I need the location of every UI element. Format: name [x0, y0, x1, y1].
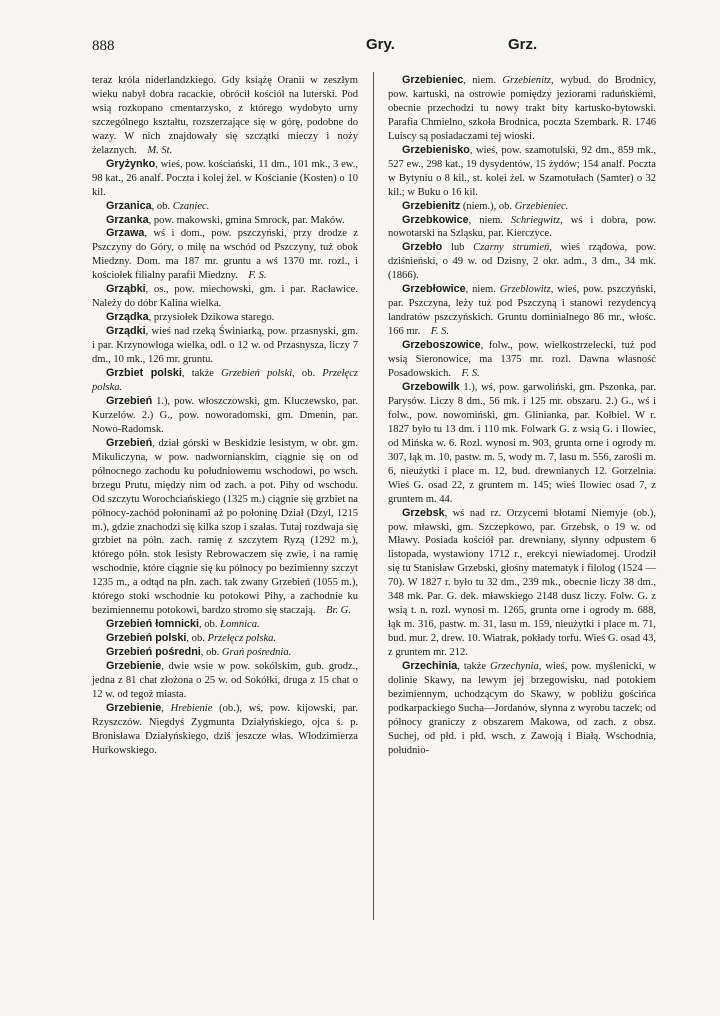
entry-text: , wieś nad rzeką Świniarką, pow. przasnyski, gm. i par. Krzynowłoga wielka, odl. o 12 w. od Przasnysza, liczy 7 dm., 10 mk., 126 mr. gruntu. [92, 326, 358, 366]
entry-author: F. S. [248, 270, 267, 282]
entry-text: , przysiołek Dzikowa starego. [148, 312, 275, 324]
dictionary-entry [388, 214, 656, 242]
entry-headword: Grzebkowice [402, 213, 469, 226]
entry-headword: Grzebienie [106, 660, 162, 673]
entry-text: 1.), wś, pow. garwoliński, gm. Pszonka, par. Parysów. Liczy 8 dm., 56 mk. i 125 mr. obszaru. 2.) G., wś i folw., pow. nowomiński, gm. Glinianka, par. Kołbiel. W r. 1827 było tu 13 dm. i 110 mk. Folwark G. z wsią G. i Ilowiec, od Mińska w. 6. Rozl. wynosi m. 903, grunta orne i ogrody m. 307, łąk m. 10, pastw. m. 5, wody m. 7, lasu m. 556, zarośli m. 6, nieużytki i place m. 12, bud. drewnianych 12. Gorzelnia. Wieś G. osad 22, z gruntem m. 145; wieś Ilowiec osad 7, z gruntem m. 44. [388, 381, 656, 505]
dictionary-entry [92, 200, 358, 214]
entry-headword: Grzebień łomnicki [106, 618, 199, 631]
entry-italic-ref: Grań pośrednia. [221, 647, 292, 659]
entry-text: , dział górski w Beskidzie lesistym, w obr. gm. Mikuliczyna, w pow. nadwornianskim, ciągnie się on od północnego zachodu ku południowemu wschodowi, po wsch. brzegu Prutu, między nim od zach. a pot. Pihy od wschodu. Od szczytu Worochciańskiego (1325 m.) ciągnie się grzbiet na północy-zachód połoninami aż po połoninę Dział (Dzyl, 1215 m.), gdzie znachodzi się kilka szop i szałas. Tutaj rozdwaja się grzbiet na półn. zach. ramię z szczytem Ryzą (1292 m.), którego półn. stok lesisty Rebrowaczem się zwie, i na ramię wschodnie, które ciągnie się ku północy po bezimienny szczyt 1235 m., a odtąd na płn. zach. tak zwany Grzebień (1055 m.), którego stoki wschodnie ku potokowi Pihy, a zachodnie ku bezimiennemu potokowi, bardzo stromo się staczają. [92, 437, 358, 617]
entry-headword: Grzebienisko [402, 143, 470, 156]
left-running-head: Gry. [366, 36, 395, 53]
dictionary-entry [92, 702, 358, 758]
dictionary-entry [92, 618, 358, 632]
dictionary-entry [388, 381, 656, 507]
entry-headword: Grzebowilk [402, 380, 460, 393]
entry-text: , os., pow. miechowski, gm. i par. Racławice. Należy do dóbr Kalina wielka. [92, 284, 358, 310]
entry-text: teraz króla niderlandzkiego. Gdy książę Oranii w zeszłym wieku nabył dobra racackie, obrócił kościół na luterski. Pod wsią rozkopano cmentarzysko, z którego wydobyto urny szczególnego kształtu, rozszerzające się w górę, podobne do wazy. W nich znajdowały się szczątki mieczy i noży żelaznych. [92, 75, 358, 156]
right-column [388, 74, 656, 758]
entry-headword: Grzebienie [106, 701, 162, 714]
entry-text: , wś i dom., pow. pszczyński, przy drodze z Pszczyny do Góry, o milę na wschód od Pszczyny, tuż obok Miedzny. Dom. ma 187 mr. gruntu a wś 1370 mr. rozl., i kościołek filialny parafii Miedzny. [92, 228, 358, 282]
entry-text: , ob. [199, 619, 221, 631]
entry-text: , ob. [292, 368, 323, 380]
entry-text: , pow. makowski, gmina Smrock, par. Maków. [148, 214, 345, 226]
entry-headword: Grząbki [106, 283, 146, 296]
dictionary-entry [92, 660, 358, 702]
entry-text: , [161, 702, 171, 714]
entry-italic-ref: Czaniec. [172, 200, 210, 212]
dictionary-entry [388, 200, 656, 214]
entry-text: lub [442, 242, 474, 254]
entry-text: 1.), pow. włoszczowski, gm. Kluczewsko, par. Kurzelów. 2.) G., pow. noworadomski, gm. Dmenin, par. Nowo-Radomsk. [92, 395, 358, 435]
entry-headword: Grzbiet polski [106, 367, 182, 380]
entry-italic-ref: Czarny strumień [473, 242, 550, 254]
entry-text: (niem.), ob. [460, 200, 515, 212]
running-header [92, 36, 662, 58]
entry-text: , także [181, 368, 222, 380]
dictionary-entry [92, 158, 358, 200]
entry-italic-ref: Grzebienitz [502, 75, 552, 86]
dictionary-entry [92, 632, 358, 646]
entry-text: , wś i dobra, pow. nowotarski na Szląsku, par. Kierczyce. [388, 214, 656, 240]
column-divider [373, 72, 374, 920]
dictionary-entry [92, 74, 358, 158]
page-number: 888 [92, 38, 115, 54]
entry-text: , folw., pow. wielkostrzelecki, tuż pod wsią Sieronowice, ma 1375 mr. rozl. Dawna własność Posadowskich. [388, 340, 656, 380]
entry-headword: Grzebło [402, 241, 443, 254]
entry-headword: Grzechinia [402, 660, 458, 673]
entry-headword: Grzeboszowice [402, 339, 481, 352]
entry-headword: Grzanica [106, 199, 152, 212]
dictionary-entry [92, 325, 358, 367]
entry-text: , ob. [186, 633, 208, 645]
entry-author: Br. G. [326, 605, 351, 617]
dictionary-entry [388, 507, 656, 660]
dictionary-entry [388, 339, 656, 381]
entry-text: , ob. [200, 647, 222, 659]
entry-author: F. S. [430, 326, 450, 338]
entry-headword: Grzebienitz [402, 199, 461, 212]
entry-headword: Grzebień polski [106, 632, 187, 645]
entry-italic-ref: Przełęcz polska. [92, 368, 358, 393]
dictionary-entry [92, 367, 358, 395]
entry-headword: Grzanka [106, 213, 149, 226]
entry-author: M. St. [147, 144, 173, 156]
entry-italic-ref: Grzechynia [490, 661, 539, 673]
dictionary-entry [92, 646, 358, 660]
entry-headword: Grządka [106, 311, 149, 324]
right-running-head: Grz. [508, 36, 538, 53]
dictionary-entry [92, 214, 358, 228]
entry-italic-ref: Grzebień polski [221, 368, 293, 380]
dictionary-entry [388, 241, 656, 283]
entry-italic-ref: Hrebienie [170, 702, 213, 714]
entry-headword: Grzebień pośredni [106, 646, 201, 659]
entry-text: , wybud. do Brodnicy, pow. kartuski, na ostrowie pomiędzy jeziorami raduńskiemi, obecnie przechodzi tu nowy trakt bity kartusko-bytowski. Parafia Chmielno, szkoła Brodnica, poczta Szembark. R. 1746 Luiscy są posiadaczami tej wioski. [388, 75, 656, 142]
entry-headword: Grzebień [106, 436, 153, 449]
entry-text: , wieś, pow. kościański, 11 dm., 101 mk., 3 ew., 98 kat., 26 analf. Poczta i kolej żel. w Kościanie (Kosten) o 10 kil. [92, 158, 358, 198]
entry-text: , wś nad rz. Orzycemi błotami Niemyje (ob.), pow. mławski, gm. Szczepkowo, par. Grzebsk, o 19 w. od Mławy. Posiada kościół par. drewniany, słynny odpustem 6 listopada, wystawiony 1712 r., erekcyi niewiadomej. Urodził się tu Stanisław Grzebski, głośny matematyk i filolog (1524 — 70). W 1827 r. było tu 32 dm., 239 mk., obecnie liczy 38 dm., 348 mk. Par. G. dek. mławskiego 2148 dusz liczy. Folw. G. z wsią t. n. rozl. wynosi m. 1265, grunta orne i ogrody m. 688, łąk m. 316, pastw. m. 31, lasu m. 159, nieużytki i place m. 71, bud. mur. 2, drew. 10. Wiatrak, pokłady torfu. Wieś G. osad 43, z gruntem mr. 212. [388, 507, 656, 659]
entry-headword: Grzawa [106, 227, 145, 240]
entry-text: , niem. [465, 284, 500, 296]
entry-italic-ref: Grzeblowitz [499, 284, 551, 296]
dictionary-entry [92, 437, 358, 618]
entry-text: , niem. [463, 75, 503, 86]
entry-headword: Gryżynko [106, 157, 156, 170]
entry-headword: Grządki [106, 325, 146, 338]
entry-italic-ref: Schriegwitz [510, 214, 561, 226]
entry-headword: Grzebieniec [402, 74, 464, 86]
entry-text: , także [457, 661, 491, 673]
entry-italic-ref: Łomnica. [220, 619, 260, 631]
entry-text: , wieś, pow. myślenicki, w dolinie Skawy, na lewym jej brzegowisku, nad potokiem bezimiennym, uchodzącym do Skawy, w pobliżu gościńca podkarpackiego Sucha—Jordanów, słynna z wyrobu taczek; od północy graniczy z obszarem Makowa, od zach. z obsz. Suchej, od płd. i płd. wsch. z Zawoją i Białą. Wschodnia, południo- [388, 661, 656, 756]
entry-text: , wieś rządowa, pow. dziśnieński, o 49 w. od Dzisny, 2 okr. adm., 3 dm., 34 mk. (1866). [388, 242, 656, 282]
entry-text: , wieś, pow. pszczyński, par. Pszczyna, leży tuż pod Pszczyną i stanowi rezydencyą landratów pszczyńskich. Gruntu dominialnego 86 mr., włośc. 166 mr. [388, 284, 656, 338]
entry-text: , dwie wsie w pow. sokólskim, gub. grodz., jedna z 81 chat złożona o 25 w. od Sokółki, druga z 15 chat o 12 w. od tegoż miasta. [92, 661, 358, 700]
left-column [92, 74, 358, 758]
entry-text: (ob.), wś, pow. kijowski, par. Rzyszczów. Niegdyś Zygmunta Działyńskiego, ojca ś. p. Bronisława Działyńskiego, dziś jeszcze włas. Włodzimierza Hurkowskiego. [92, 702, 358, 756]
dictionary-entry [92, 227, 358, 283]
dictionary-entry [388, 283, 656, 339]
entry-headword: Grzebień [106, 394, 153, 407]
entry-headword: Grzebsk [402, 506, 445, 519]
entry-text: , ob. [151, 200, 173, 212]
dictionary-entry [92, 395, 358, 437]
entry-italic-ref: Grzebieniec. [514, 200, 569, 212]
entry-italic-ref: Przełęcz polska. [207, 633, 277, 645]
dictionary-entry [388, 144, 656, 200]
entry-headword: Grzebłowice [402, 283, 466, 296]
dictionary-entry [388, 660, 656, 758]
entry-text: , wieś, pow. szamotulski, 92 dm., 859 mk., 527 ew., 298 kat., 19 dysydentów, 15 żydów; 154 analf. Poczta w Bytyniu o 8 kil., st. kolei żel. w Szamotułach (Samter) o 32 kil.; w Buku o 16 kil. [388, 144, 656, 198]
entry-author: F. S. [461, 368, 480, 380]
dictionary-entry [92, 311, 358, 325]
dictionary-entry [388, 74, 656, 144]
dictionary-entry [92, 283, 358, 311]
entry-text: , niem. [468, 214, 511, 226]
